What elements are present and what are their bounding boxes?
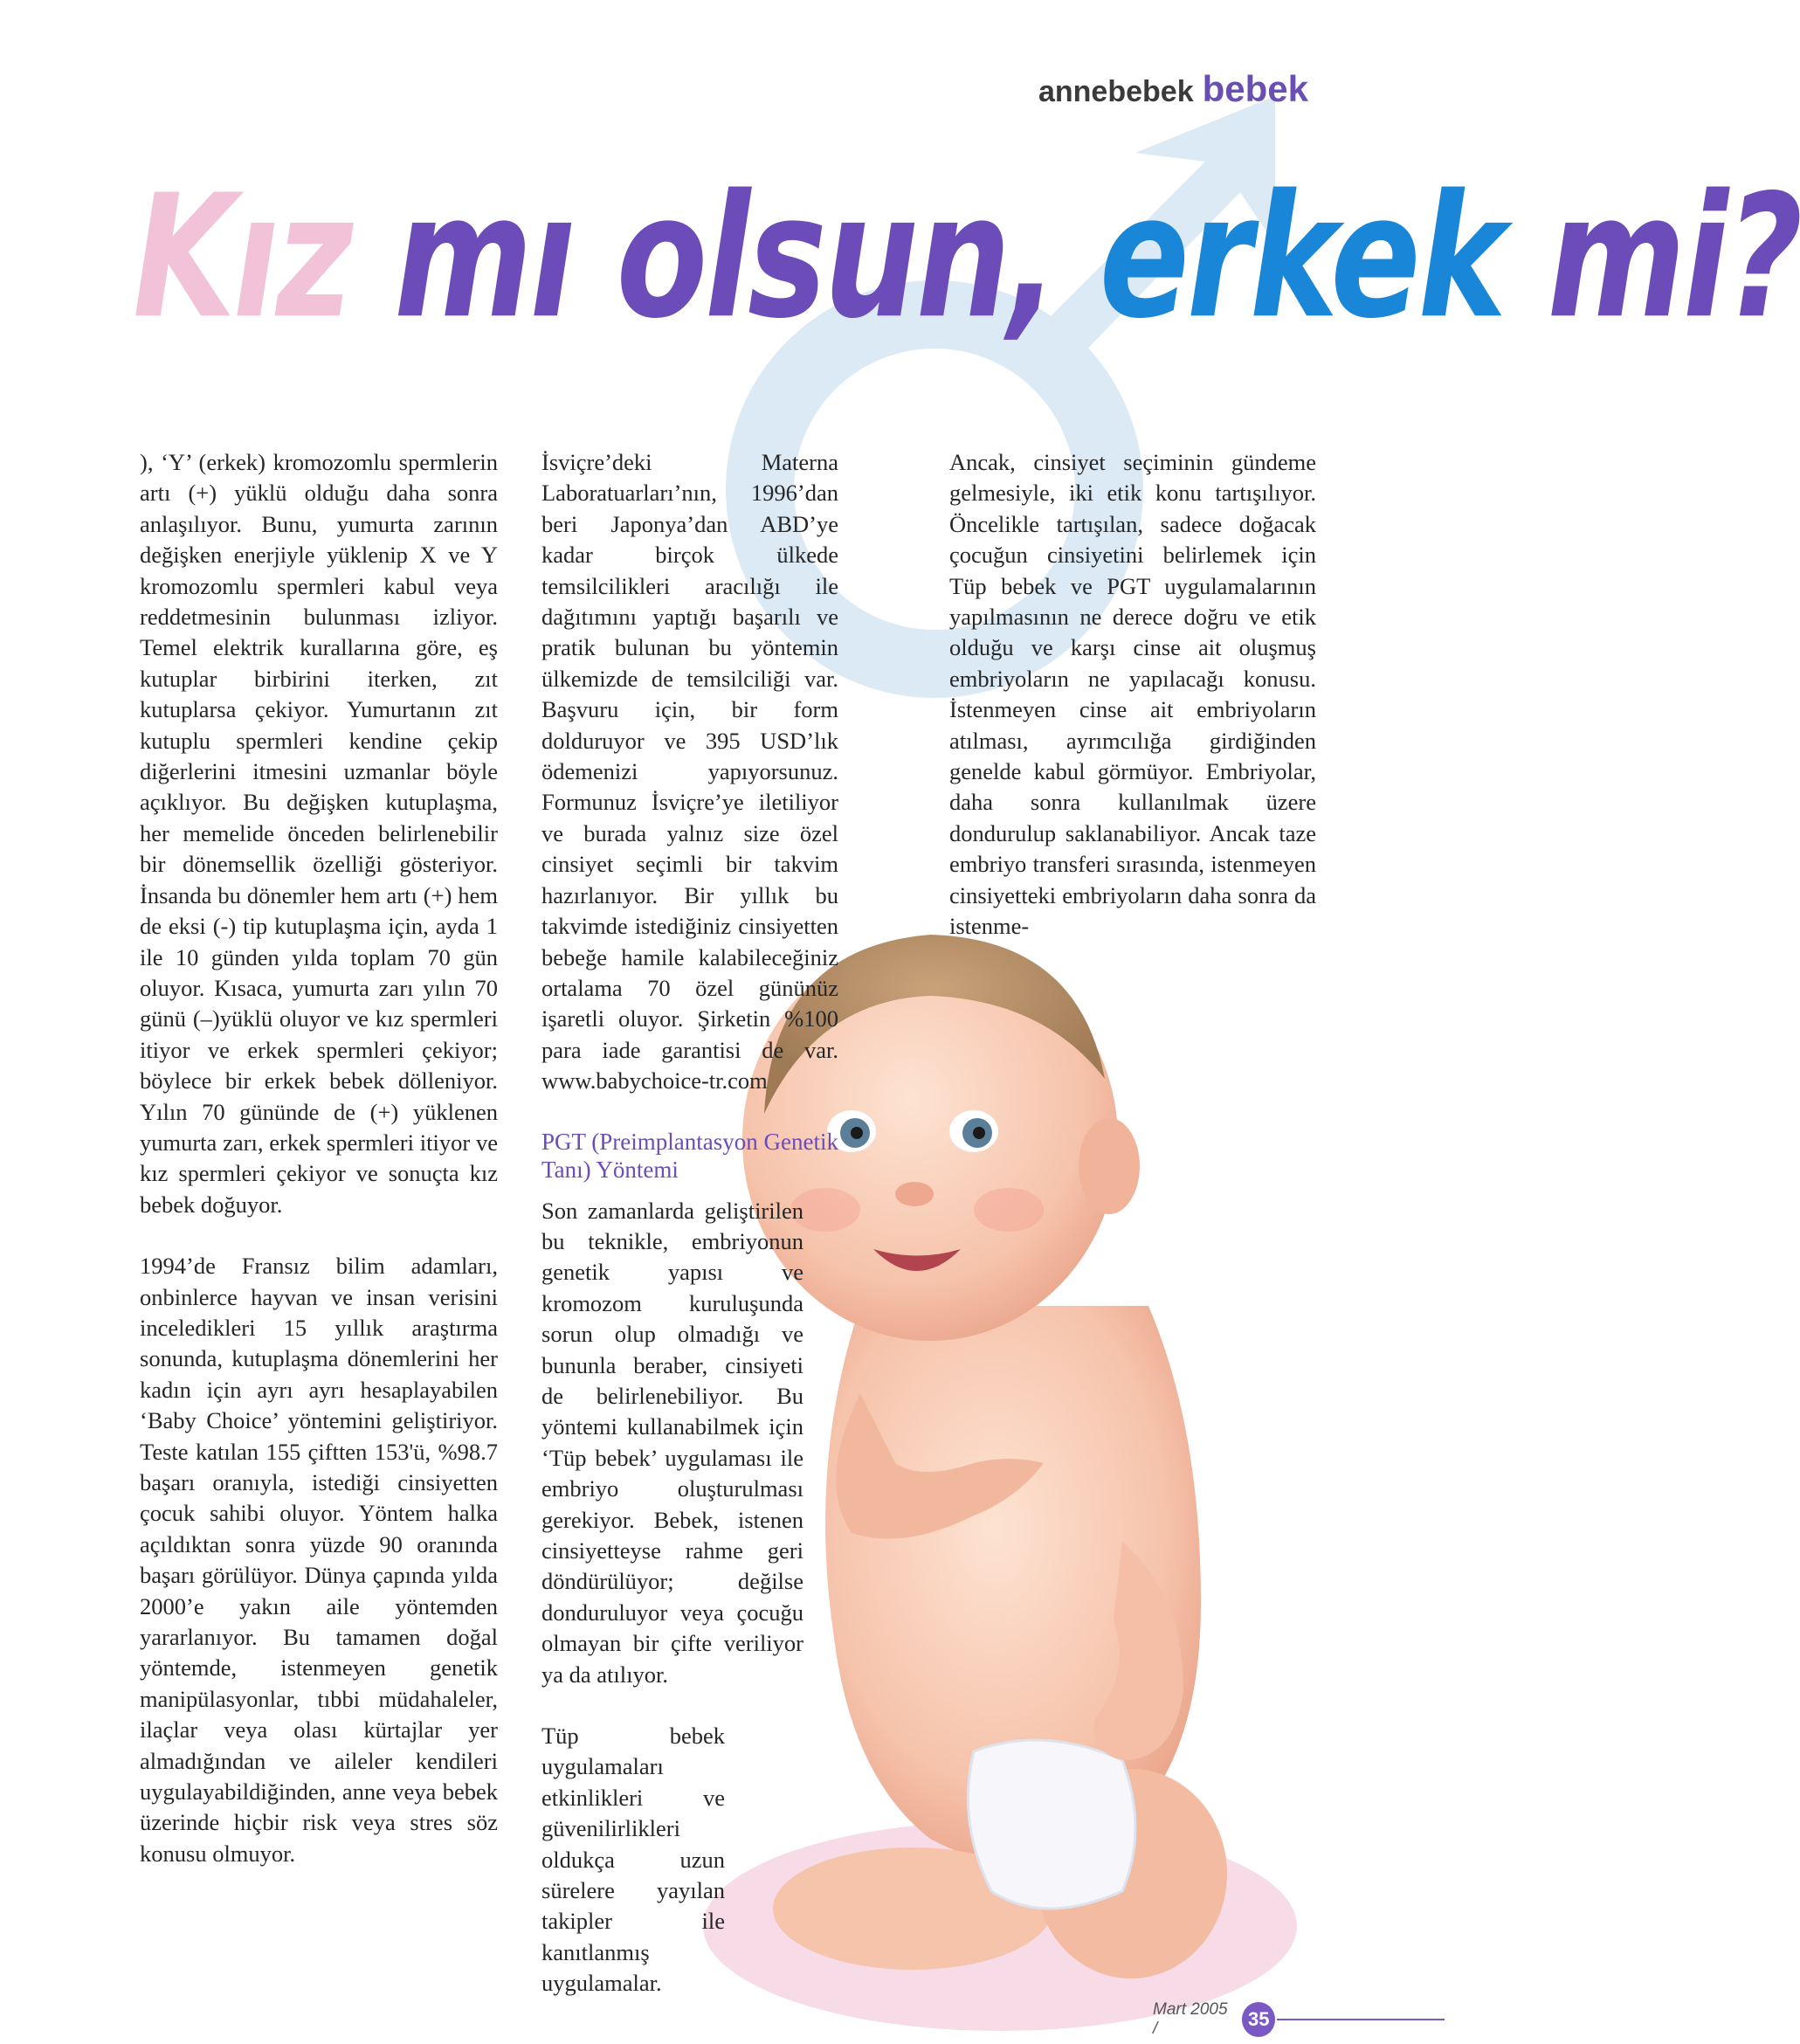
section-subheading: PGT (Preimplantasyon Genetik Tanı) Yöntemi [541,1128,838,1183]
paragraph: Son zamanlarda geliştirilen bu teknikle, embriyonun genetik yapısı ve kromozom kuruluşunda sorun olup olmadığı ve bununla beraber, cinsiyeti de belirlenebiliyor. Bu yöntemi kullanabilmek için ‘Tüp bebek’ uygulaması ile embriyo oluşturulması gerekiyor. Bebek, istenen cinsiyetteyse rahme geri döndürülüyor; değilse donduruluyor veya çocuğu olmayan bir çifte veriliyor ya da atılıyor. [541,1197,803,1688]
page-footer [1153,2000,1445,2039]
headline-word: olsun, [616,157,1056,356]
paragraph: Tüp bebek uygulamaları etkinlikleri ve güvenilirlikleri oldukça uzun sürelere yayılan takipler ile kanıtlanmış uygulamalar. [541,1723,725,1997]
paragraph: Ancak, cinsiyet seçiminin gündeme gelmesiyle, iki etik konu tartışılıyor. Öncelikle tartışılan, sadece doğacak çocuğun cinsiyetini belirlemek için Tüp bebek ve PGT uygulamalarının yapılmasının ne derece doğru ve etik olduğu ve karşı cinse ait oluşmuş embriyoların ne yapılacağı konusu. İstenmeyen cinse ait embriyoların atılması, ayrımcılığa girdiğinden genelde kabul görmüyor. Embriyolar, daha sonra kullanılmak üzere dondurulup saklanabiliyor. Ancak taze embriyo transferi sırasında, istenmeyen cinsiyetteki embriyoların daha sonra da istenme- [949,449,1316,940]
issue-date: Mart 2005 / [1153,2000,1228,2038]
headline-word: erkek [1099,157,1504,356]
magazine-header [1038,68,1308,110]
paragraph: ), ‘Y’ (erkek) kromozomlu spermlerin artı (+) yüklü olduğu daha sonra anlaşılıyor. Bunu, yumurta zarının değişken enerjiyle yüklenip X ve Y kromozomlu spermleri kabul veya reddetmesinin bulunması izliyor. Temel elektrik kurallarına göre, eş kutuplar birbirini iterken, zıt kutuplarsa çekiyor. Yumurtanın zıt kutuplu spermleri kendine çekip diğerlerini itmesini uzmanlar böyle açıklıyor. Bu değişken kutuplaşma, her memelide önceden belirlenebilir bir dönemsellik özelliği gösteriyor. İnsanda bu dönemler hem artı (+) hem de eksi (-) tip kutuplaşma için, ayda 1 ile 10 günden yılda toplam 70 gün oluyor. Kısaca, yumurta zarı yılın 70 günü (–)yüklü oluyor ve kız spermleri itiyor ve erkek spermleri çekiyor; böylece bir erkek bebek dölleniyor. Yılın 70 gününde de (+) yüklenen yumurta zarı, erkek spermleri itiyor ve kız spermleri çekiyor ve sonuçta kız bebek doğuyor. [140,449,498,1218]
paragraph: 1994’de Fransız bilim adamları, onbinlerce hayvan ve insan verisini inceledikleri 15 yıllık araştırma sonunda, kutuplaşma dönemlerini her kadın için ayrı ayrı hesaplayabilen ‘Baby Choice’ yöntemini geliştiriyor. Teste katılan 155 çiftten 153'ü, %98.7 başarı oranıyla, istediği cinsiyetten çocuk sahibi oluyor. Yöntem halka açıldıktan sonra yüzde 90 oranında başarı görülüyor. Dünya çapında yılda 2000’e yakın aile yöntemden yararlanıyor. Bu tamamen doğal yöntemde, istenmeyen genetik manipülasyonlar, tıbbi müdahaleler, ilaçlar veya olası kürtajlar yer almadığından ve aileler kendileri uygulayabildiğinden, anne veya bebek üzerinde hiçbir risk veya stres söz konusu olmuyor. [140,1253,498,1867]
headline-word: mı [394,157,573,356]
footer-rule [1277,2019,1445,2020]
article-column-2 [541,447,838,2030]
brand-name: annebebek [1038,75,1194,108]
headline-word: Kız [133,157,351,356]
section-name: bebek [1202,68,1308,109]
headline-word: mi? [1547,157,1800,356]
page-number: 35 [1242,2002,1275,2037]
article-column-3 [949,447,1316,973]
paragraph: İsviçre’deki Materna Laboratuarları’nın, 1996’dan beri Japonya’dan ABD’ye kadar birçok ülkede temsilcilikleri aracılığı ile dağıtımını yaptığı başarılı ve pratik bulunan bu yöntemin ülkemizde de temsilciliği var. Başvuru için, bir form dolduruyor ve 395 USD’lık ödemenizi yapıyorsunuz. Formunuz İsviçre’ye iletiliyor ve burada yalnız size özel cinsiyet seçimli bir takvim hazırlanıyor. Bir yıllık bu takvimde istediğiniz cinsiyetten bebeğe hamile kalabileceğiniz ortalama 70 özel gününüz işaretli oluyor. Şirketin %100 para iade garantisi de var. www.babychoice-tr.com [541,449,838,1095]
headline [133,157,1800,356]
article-column-1 [140,447,498,1900]
